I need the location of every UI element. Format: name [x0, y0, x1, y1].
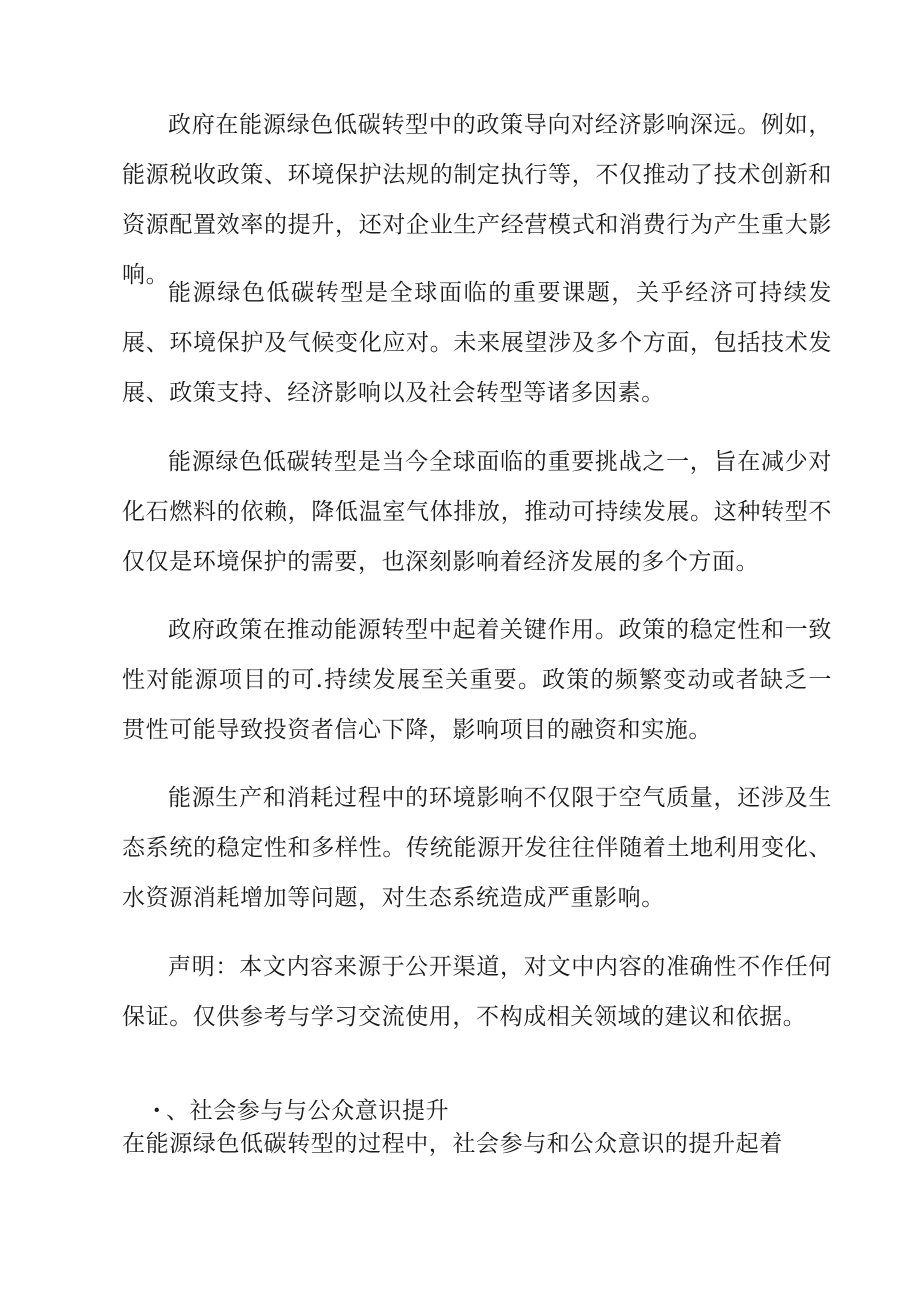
paragraph-environmental-impact: 能源生产和消耗过程中的环境影响不仅限于空气质量，还涉及生态系统的稳定性和多样性。传统能源开发往往伴随着土地利用变化、水资源消耗增加等问题，对生态系统造成严重影响。	[122, 785, 832, 911]
paragraph-global-topic: 能源绿色低碳转型是全球面临的重要课题，关乎经济可持续发展、环境保护及气候变化应对。未来展望涉及多个方面，包括技术发展、政策支持、经济影响以及社会转型等诸多因素。	[122, 280, 832, 406]
paragraph-policy-orientation: 政府在能源绿色低碳转型中的政策导向对经济影响深远。例如，能源税收政策、环境保护法规的制定执行等，不仅推动了技术创新和资源配置效率的提升，还对企业生产经营模式和消费行为产生重大影响。	[122, 112, 832, 288]
bullet-icon: ·	[152, 1097, 162, 1124]
paragraph-government-policy: 政府政策在推动能源转型中起着关键作用。政策的稳定性和一致性对能源项目的可.持续发展至关重要。政策的频繁变动或者缺乏一贯性可能导致投资者信心下降，影响项目的融资和实施。	[122, 617, 832, 743]
paragraph-disclaimer: 声明：本文内容来源于公开渠道，对文中内容的准确性不作任何保证。仅供参考与学习交流使用，不构成相关领域的建议和依据。	[122, 954, 832, 1030]
paragraph-social-participation: 在能源绿色低碳转型的过程中，社会参与和公众意识的提升起着	[122, 1131, 783, 1157]
paragraph-global-challenge: 能源绿色低碳转型是当今全球面临的重要挑战之一，旨在减少对化石燃料的依赖，降低温室气体排放，推动可持续发展。这种转型不仅仅是环境保护的需要，也深刻影响着经济发展的多个方面。	[122, 449, 832, 575]
section-heading-text: 、社会参与与公众意识提升	[166, 1098, 450, 1124]
